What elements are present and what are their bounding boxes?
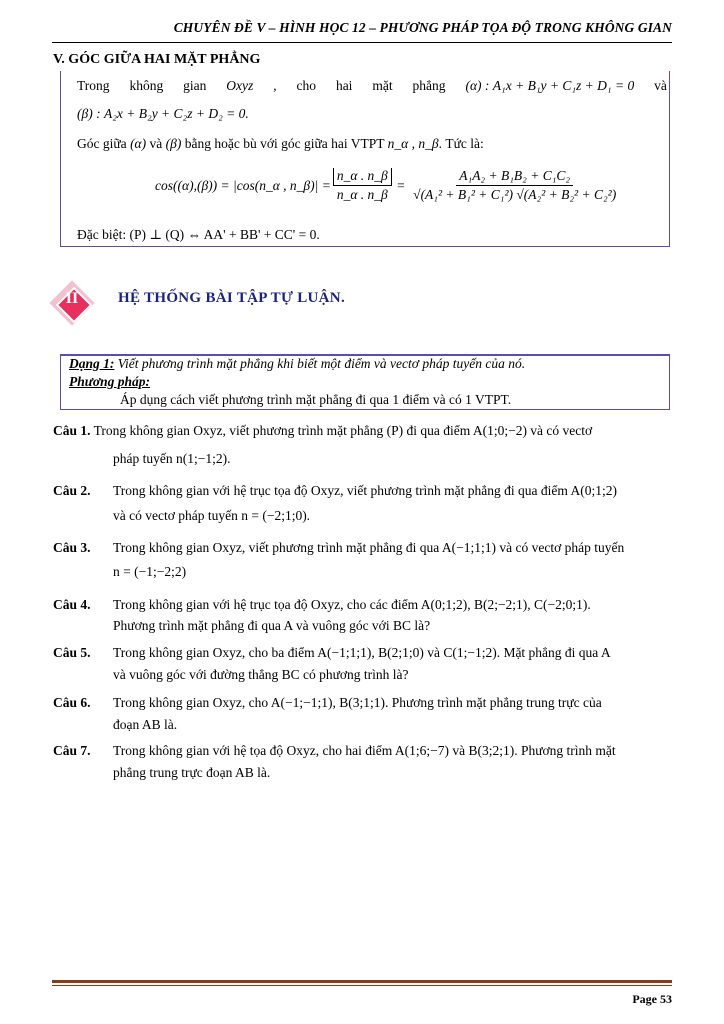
word: Trong: [77, 78, 110, 93]
angle-formula: [155, 168, 621, 203]
method-label-text: Phương pháp:: [69, 374, 150, 389]
word: hai: [335, 78, 353, 93]
question-label: Câu 2.: [53, 483, 91, 498]
question-6-cont: đoạn AB là.: [113, 717, 178, 732]
page-header-title: CHUYÊN ĐỀ V – HÌNH HỌC 12 – PHƯƠNG PHÁP TỌA ĐỘ TRONG KHÔNG GIAN: [173, 20, 672, 35]
question-text: Trong không gian Oxyz, cho A(−1;−1;1), B(3;1;1). Phương trình mặt phẳng trung trực của: [113, 695, 602, 710]
question-text: Trong không gian Oxyz, viết phương trình mặt phẳng đi qua A(−1;1;1) và có vectơ pháp tuyến: [113, 540, 625, 555]
question-label: Câu 5.: [53, 645, 91, 660]
footer-divider-thin: [52, 985, 672, 986]
equals-sign: =: [393, 177, 409, 193]
question-text: Trong không gian Oxyz, cho ba điểm A(−1;1;1), B(2;1;0) và C(1;−1;2). Mặt phẳng đi qua A: [113, 645, 611, 660]
method-text: Áp dụng cách viết phương trình mặt phẳng đi qua 1 điểm và có 1 VTPT.: [120, 392, 512, 407]
question-label: Câu 1.: [53, 423, 91, 438]
part-banner: [48, 282, 668, 330]
normal-vectors: n_α , n_β: [387, 136, 439, 151]
text: bằng hoặc bù với góc giữa hai VTPT: [184, 136, 385, 151]
word: mặt: [372, 78, 393, 93]
theory-line-1: [77, 78, 667, 94]
problem-type-label: Dạng 1:: [69, 356, 115, 371]
section-heading: V. GÓC GIỮA HAI MẶT PHẲNG: [53, 52, 261, 67]
text: và: [149, 136, 163, 151]
fraction-numerator: n_α . n_β: [333, 168, 392, 186]
fraction-denominator: n_α . n_β: [336, 187, 388, 202]
text: Góc giữa: [77, 136, 127, 151]
word: Oxyz: [226, 78, 254, 93]
problem-type-text: Viết phương trình mặt phẳng khi biết một điểm và vectơ pháp tuyến của nó.: [117, 356, 526, 371]
question-label: Câu 7.: [53, 743, 91, 758]
word: và: [654, 78, 667, 93]
question-5: [53, 645, 611, 661]
question-label: Câu 6.: [53, 695, 91, 710]
formula-fraction-vectors: [333, 168, 392, 203]
question-1: [53, 423, 592, 439]
special-case: Đặc biệt: (P) ⊥ (Q) ⇔ AA' + BB' + CC' = 0.: [77, 227, 320, 242]
question-text: Trong không gian với hệ trục tọa độ Oxyz, viết phương trình mặt phẳng đi qua điểm A(0;1;2): [113, 483, 618, 498]
word: phẳng: [412, 78, 446, 93]
word: gian: [183, 78, 207, 93]
word: cho: [296, 78, 317, 93]
header-divider: [52, 42, 672, 43]
question-label: Câu 3.: [53, 540, 91, 555]
question-3: [53, 540, 624, 556]
word: ,: [273, 78, 277, 93]
formula-fraction-coefficients: [410, 168, 619, 203]
question-text: Trong không gian với hệ trục tọa độ Oxyz, cho các điểm A(0;1;2), B(2;−2;1), C(−2;0;1).: [113, 597, 591, 612]
question-5-cont: và vuông góc với đường thẳng BC có phương trình là?: [113, 667, 409, 682]
text: . Tức là:: [438, 136, 484, 151]
problem-type-line: [69, 356, 525, 372]
question-7: [53, 743, 616, 759]
question-2-cont: và có vectơ pháp tuyến n = (−2;1;0).: [113, 508, 311, 523]
theory-line-3: [77, 136, 484, 152]
question-2: [53, 483, 617, 499]
word: không: [129, 78, 164, 93]
method-label: [69, 374, 150, 390]
plane-beta-equation: (β) : A₂x + B₂y + C₂z + D₂ = 0.: [77, 106, 249, 121]
question-6: [53, 695, 602, 711]
question-text: Trong không gian Oxyz, viết phương trình mặt phẳng (P) đi qua điểm A(1;0;−2) và có vectơ: [93, 423, 593, 438]
beta-symbol: (β): [165, 136, 182, 151]
plane-alpha-equation: (α) : A₁x + B₁y + C₁z + D₁ = 0: [465, 78, 635, 93]
page-number: Page 53: [632, 992, 672, 1006]
part-title: HỆ THỐNG BÀI TẬP TỰ LUẬN.: [118, 290, 345, 306]
question-1-cont: pháp tuyến n(1;−1;2).: [113, 451, 231, 466]
question-label: Câu 4.: [53, 597, 91, 612]
fraction-numerator: A₁A₂ + B₁B₂ + C₁C₂: [456, 168, 573, 186]
question-7-cont: phẳng trung trực đoạn AB là.: [113, 765, 271, 780]
part-number: II: [65, 290, 79, 307]
question-4-cont: Phương trình mặt phẳng đi qua A và vuông góc với BC là?: [113, 618, 431, 633]
fraction-denominator: √(A₁² + B₁² + C₁²) √(A₂² + B₂² + C₂²): [413, 187, 617, 202]
formula-left: cos((α),(β)) = |cos(n_α , n_β)| =: [155, 177, 331, 193]
alpha-symbol: (α): [130, 136, 147, 151]
question-4: [53, 597, 591, 613]
question-3-cont: n = (−1;−2;2): [113, 564, 187, 579]
footer-divider: [52, 980, 672, 983]
question-text: Trong không gian với hệ tọa độ Oxyz, cho hai điểm A(1;6;−7) và B(3;2;1). Phương trình mặt: [113, 743, 616, 758]
theory-box: [60, 71, 670, 247]
